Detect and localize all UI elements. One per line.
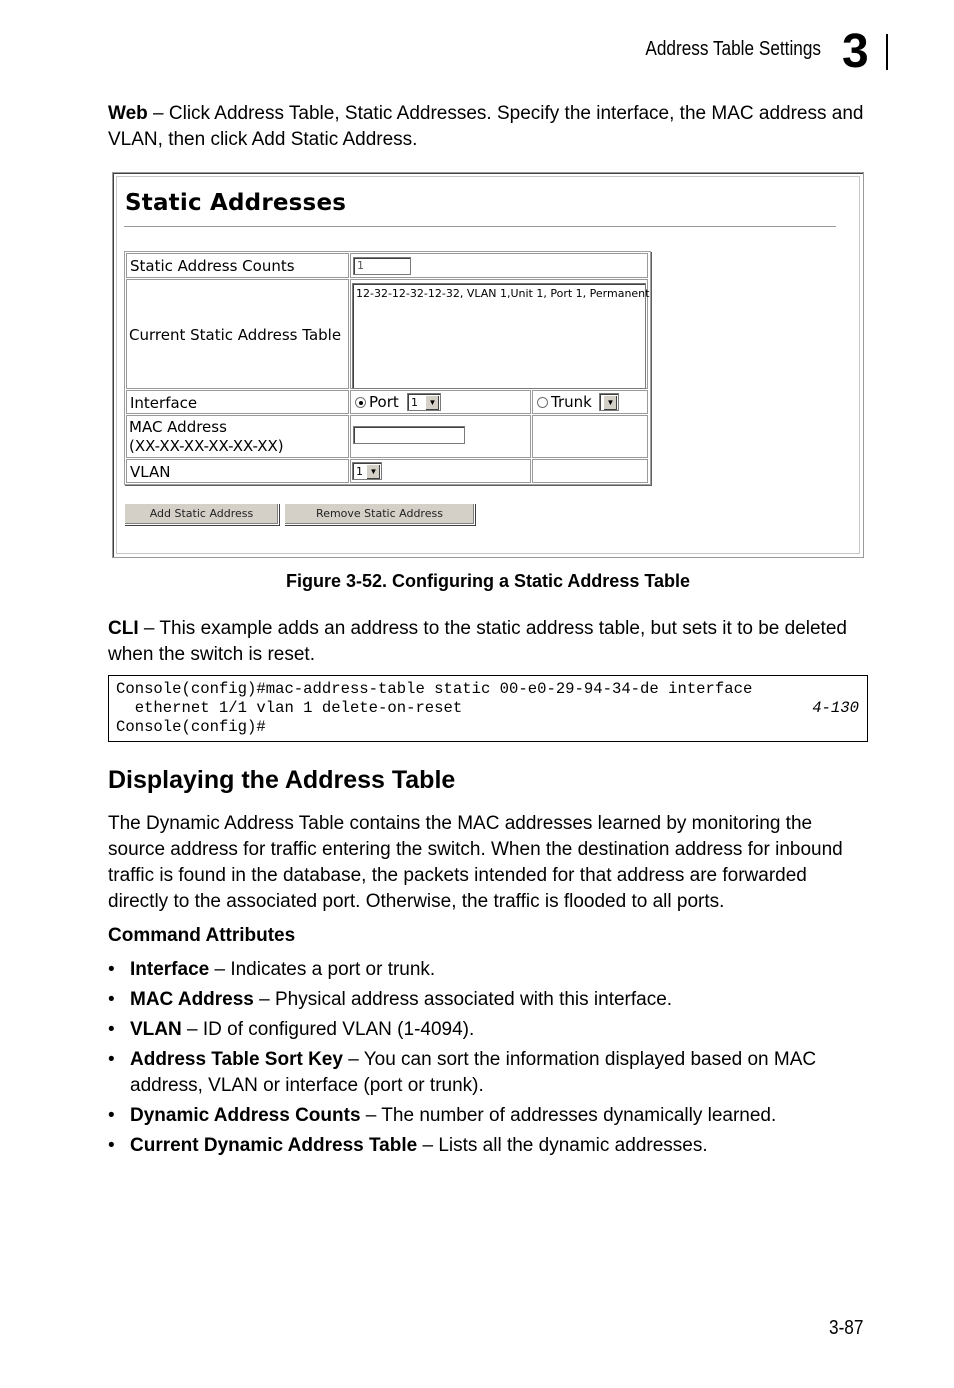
vlan-empty-cell bbox=[532, 459, 648, 483]
bullet-icon: • bbox=[108, 1105, 115, 1126]
attribute-desc: – The number of addresses dynamically learned. bbox=[360, 1105, 777, 1126]
mac-empty-cell bbox=[532, 415, 648, 458]
static-address-form bbox=[124, 251, 651, 485]
page-number: 3-87 bbox=[829, 1317, 864, 1339]
interface-label: Interface bbox=[130, 394, 198, 412]
trunk-select[interactable] bbox=[599, 393, 619, 411]
cli-paragraph bbox=[108, 616, 868, 668]
code-line-3: Console(config)# bbox=[116, 718, 266, 736]
counts-label-cell bbox=[126, 253, 349, 278]
trunk-label: Trunk bbox=[551, 393, 592, 411]
attribute-desc: – Indicates a port or trunk. bbox=[209, 959, 436, 980]
bullet-icon: • bbox=[108, 1135, 115, 1156]
header-rule bbox=[886, 34, 888, 70]
current-table-label: Current Static Address Table bbox=[129, 326, 342, 344]
section-heading: Displaying the Address Table bbox=[108, 766, 456, 794]
bullet-icon: • bbox=[108, 1049, 115, 1070]
bullet-icon: • bbox=[108, 1019, 115, 1040]
static-address-counts-field bbox=[353, 257, 411, 275]
counts-value-cell bbox=[350, 253, 648, 278]
cli-lead: CLI bbox=[108, 618, 139, 639]
attribute-term: Address Table Sort Key bbox=[130, 1049, 343, 1070]
bullet-icon: • bbox=[108, 959, 115, 980]
attribute-term: Dynamic Address Counts bbox=[130, 1105, 361, 1126]
counts-label: Static Address Counts bbox=[130, 257, 295, 275]
cli-text: – This example adds an address to the static address table, but sets it to be deleted when the switch is reset. bbox=[108, 618, 847, 665]
table-label-cell bbox=[126, 279, 349, 389]
intro-text: – Click Address Table, Static Addresses. Specify the interface, the MAC address and VLAN, then click Add Static Address. bbox=[108, 103, 864, 150]
trunk-radio[interactable] bbox=[537, 397, 548, 408]
title-divider bbox=[124, 226, 836, 228]
code-line-2: ethernet 1/1 vlan 1 delete-on-reset bbox=[116, 699, 463, 717]
vlan-label-cell bbox=[126, 459, 349, 483]
static-address-entry[interactable]: 12-32-12-32-12-32, VLAN 1,Unit 1, Port 1, Permanent bbox=[356, 287, 650, 300]
attribute-desc: – Lists all the dynamic addresses. bbox=[417, 1135, 708, 1156]
code-block bbox=[108, 675, 868, 742]
vlan-label: VLAN bbox=[130, 463, 171, 481]
interface-label-cell bbox=[126, 390, 349, 414]
port-label: Port bbox=[369, 393, 399, 411]
counts-value: 1 bbox=[357, 259, 364, 272]
code-line-1: Console(config)#mac-address-table static 00-e0-29-94-34-de interface bbox=[116, 680, 753, 698]
bullet-icon: • bbox=[108, 989, 115, 1010]
command-attributes-heading: Command Attributes bbox=[108, 925, 296, 946]
attribute-desc: – You can sort the information displayed based on MAC address, VLAN or interface (port or trunk). bbox=[130, 1049, 817, 1096]
mac-value-cell bbox=[350, 415, 531, 458]
vlan-select[interactable] bbox=[352, 462, 382, 480]
port-select[interactable] bbox=[407, 393, 441, 411]
mac-address-label: MAC Address bbox=[129, 418, 227, 436]
chevron-down-icon[interactable]: ▼ bbox=[425, 395, 439, 410]
attribute-term: Current Dynamic Address Table bbox=[130, 1135, 418, 1156]
attribute-desc: – ID of configured VLAN (1-4094). bbox=[181, 1019, 475, 1040]
intro-lead: Web bbox=[108, 103, 148, 124]
attribute-term: VLAN bbox=[130, 1019, 182, 1040]
current-static-address-table[interactable] bbox=[352, 283, 650, 389]
port-select-value: 1 bbox=[411, 396, 418, 409]
remove-static-address-button[interactable]: Remove Static Address bbox=[284, 503, 475, 525]
attribute-term: MAC Address bbox=[130, 989, 254, 1010]
static-addresses-title: Static Addresses bbox=[125, 190, 347, 216]
attribute-desc: – Physical address associated with this interface. bbox=[253, 989, 673, 1010]
port-radio[interactable] bbox=[355, 397, 366, 408]
chevron-down-icon[interactable]: ▼ bbox=[366, 464, 380, 479]
intro-paragraph bbox=[108, 101, 868, 153]
trunk-cell bbox=[532, 390, 648, 414]
chevron-down-icon[interactable]: ▼ bbox=[603, 395, 617, 410]
table-value-cell bbox=[350, 279, 648, 389]
mac-label-cell bbox=[126, 415, 349, 458]
add-static-address-button[interactable]: Add Static Address bbox=[124, 503, 279, 525]
figure-caption: Figure 3-52. Configuring a Static Address Table bbox=[285, 571, 691, 591]
running-header: Address Table Settings bbox=[645, 38, 821, 60]
command-page-reference: 4-130 bbox=[812, 699, 859, 717]
mac-address-input[interactable] bbox=[353, 426, 465, 444]
section-body: The Dynamic Address Table contains the MAC addresses learned by monitoring the source address for traffic entering the switch. When the destination address for inbound traffic is found in the database, the packets intended for that address are forwarded directly to the associated port. Otherwise, the traffic is flooded to all ports. bbox=[108, 813, 843, 912]
port-cell bbox=[350, 390, 531, 414]
attribute-term: Interface bbox=[130, 959, 210, 980]
mac-format-label: (XX-XX-XX-XX-XX-XX) bbox=[129, 437, 284, 455]
vlan-select-value: 1 bbox=[356, 465, 363, 478]
vlan-value-cell bbox=[350, 459, 531, 483]
chapter-number: 3 bbox=[842, 25, 869, 78]
